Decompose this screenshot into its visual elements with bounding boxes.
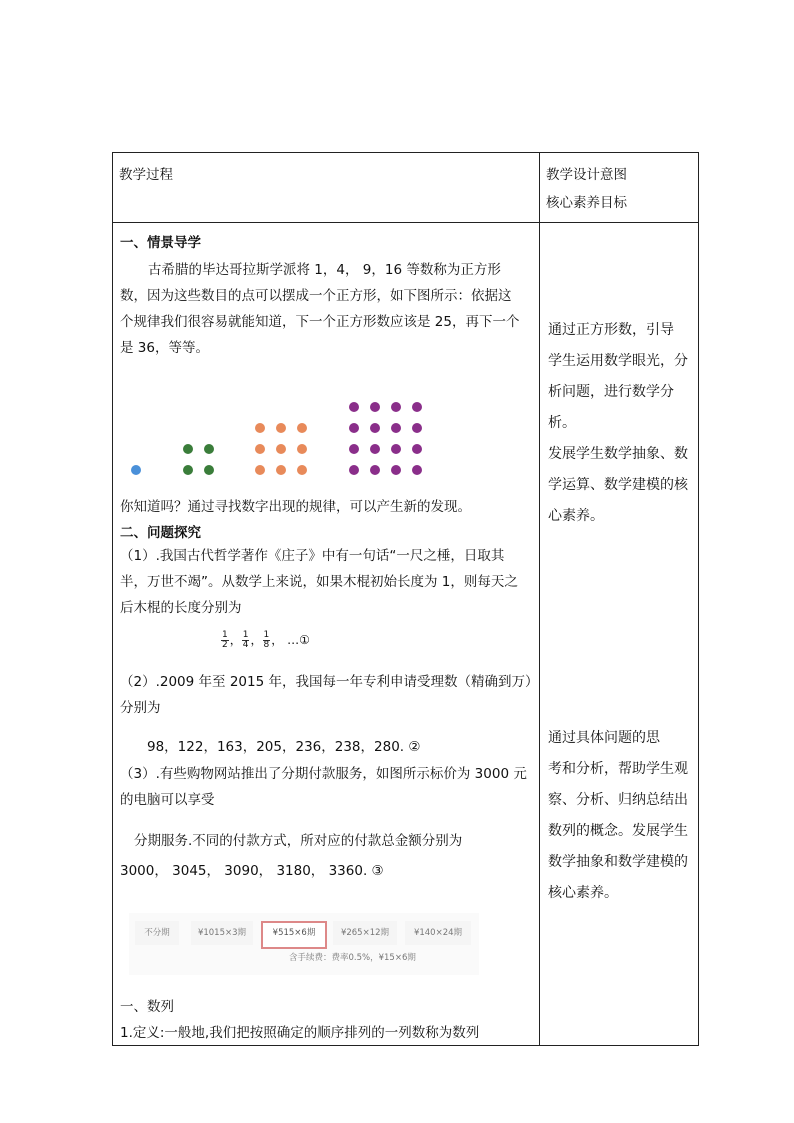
- square-number-dot: [412, 402, 422, 412]
- fraction-separator: ，: [271, 633, 284, 647]
- section1-title: 一、情景导学: [120, 235, 201, 251]
- header-row: [113, 153, 699, 223]
- fraction-separator: ，: [250, 633, 263, 647]
- square-number-dot: [370, 465, 380, 475]
- header-right-line2: 核心素养目标: [546, 195, 627, 211]
- content-left-cell: [113, 223, 540, 1046]
- square-number-dot: [131, 465, 141, 475]
- header-right-line1: 教学设计意图: [546, 167, 627, 183]
- problem2: [120, 669, 539, 721]
- intent-line: 核心素养。: [548, 885, 618, 901]
- payment-fee-note: 含手续费：费率0.5%，¥15×6期: [289, 953, 416, 963]
- square-number-dot: [297, 444, 307, 454]
- definition: 1.定义:一般地,我们把按照确定的顺序排列的一列数称为数列: [120, 1025, 480, 1041]
- payment-option-selected: ¥515×6期: [261, 921, 327, 949]
- payment-option: ¥1015×3期: [191, 921, 253, 945]
- square-number-dot: [183, 444, 193, 454]
- fraction: $\frac{1}{2}$: [222, 630, 228, 650]
- square-number-dot: [370, 423, 380, 433]
- intent-line: 数学抽象和数学建模的: [548, 854, 688, 870]
- header-right-cell: [540, 153, 699, 223]
- square-number-dot: [276, 444, 286, 454]
- intent-line: 学生运用数学眼光，分: [548, 353, 688, 369]
- problem2-values: 98，122，163，205，236，238，280. ②: [147, 739, 421, 755]
- fraction: $\frac{1}{8}$: [263, 630, 270, 650]
- intent-line: 通过具体问题的思: [548, 730, 660, 746]
- intent-line: 心素养。: [548, 508, 604, 524]
- square-number-dot: [255, 423, 265, 433]
- square-number-dot: [276, 423, 286, 433]
- intro-line: 个规律我们很容易就能知道，下一个正方形数应该是 25，再下一个: [120, 314, 520, 330]
- payment-option: ¥140×24期: [405, 921, 471, 945]
- intent-line: 考和分析，帮助学生观: [548, 761, 688, 777]
- header-left-text: 教学过程: [119, 167, 173, 183]
- intent-line: 数列的概念。发展学生: [548, 823, 688, 839]
- square-number-dot: [276, 465, 286, 475]
- problem2-line: （2）.2009 年至 2015 年，我国每一年专利申请受理数（精确到万）: [120, 674, 539, 690]
- square-number-dot: [204, 465, 214, 475]
- problem3-extra: 分期服务.不同的付款方式，所对应的付款总金额分别为: [134, 833, 463, 849]
- square-number-dot: [255, 444, 265, 454]
- payment-options-figure: [129, 913, 479, 975]
- square-number-dot: [297, 465, 307, 475]
- square-number-dot: [204, 444, 214, 454]
- problem3-line: （3）.有些购物网站推出了分期付款服务，如图所示标价为 3000 元: [120, 766, 527, 782]
- figure-caption: 你知道吗？通过寻找数字出现的规律，可以产生新的发现。: [120, 499, 471, 515]
- design-intent-2: [548, 723, 698, 909]
- square-number-dot: [349, 444, 359, 454]
- square-number-dot: [349, 465, 359, 475]
- intent-line: 察、分析、归纳总结出: [548, 792, 688, 808]
- content-right-cell: [540, 223, 699, 1046]
- section2-title: 二、问题探究: [120, 525, 201, 541]
- problem3: [120, 761, 532, 813]
- problem1: [120, 543, 532, 621]
- fraction-separator: ，: [229, 633, 242, 647]
- square-number-dot: [297, 423, 307, 433]
- intro-line: 是 36，等等。: [120, 340, 209, 356]
- content-row: [113, 223, 699, 1046]
- problem2-line: 分别为: [120, 700, 161, 716]
- problem3-line: 的电脑可以享受: [120, 792, 215, 808]
- problem1-line: 后木棍的长度分别为: [120, 600, 242, 616]
- fraction-sequence: [221, 631, 310, 650]
- intent-line: 发展学生数学抽象、数: [548, 446, 688, 462]
- square-number-dot: [391, 444, 401, 454]
- square-numbers-figure: [123, 385, 443, 485]
- square-number-dot: [391, 402, 401, 412]
- square-number-dot: [412, 444, 422, 454]
- square-number-dot: [349, 423, 359, 433]
- design-intent-1: [548, 315, 698, 532]
- section1-intro: [120, 257, 532, 361]
- problem3-values: 3000， 3045， 3090， 3180， 3360. ③: [120, 863, 384, 879]
- intent-line: 学运算、数学建模的核: [548, 477, 688, 493]
- section3-title: 一、数列: [120, 999, 174, 1015]
- square-number-dot: [412, 465, 422, 475]
- header-left-cell: [113, 153, 540, 223]
- payment-option: 不分期: [135, 921, 179, 945]
- square-number-dot: [349, 402, 359, 412]
- square-number-dot: [183, 465, 193, 475]
- lesson-table: [112, 152, 699, 1046]
- square-number-dot: [412, 423, 422, 433]
- problem1-line: （1）.我国古代哲学著作《庄子》中有一句话“一尺之棰，日取其: [120, 548, 505, 564]
- square-number-dot: [370, 444, 380, 454]
- fraction-tail: …①: [283, 633, 310, 647]
- square-number-dot: [391, 423, 401, 433]
- square-number-dot: [255, 465, 265, 475]
- intent-line: 析问题，进行数学分析。: [548, 384, 674, 431]
- square-number-dot: [370, 402, 380, 412]
- intro-line: 数，因为这些数目的点可以摆成一个正方形，如下图所示：依据这: [120, 288, 512, 304]
- problem1-line: 半，万世不竭”。从数学上来说，如果木棍初始长度为 1，则每天之: [120, 574, 518, 590]
- intro-line: 古希腊的毕达哥拉斯学派将 1，4， 9，16 等数称为正方形: [148, 262, 501, 278]
- square-number-dot: [391, 465, 401, 475]
- payment-option: ¥265×12期: [333, 921, 397, 945]
- fraction: $\frac{1}{4}$: [242, 630, 249, 650]
- intent-line: 通过正方形数，引导: [548, 322, 674, 338]
